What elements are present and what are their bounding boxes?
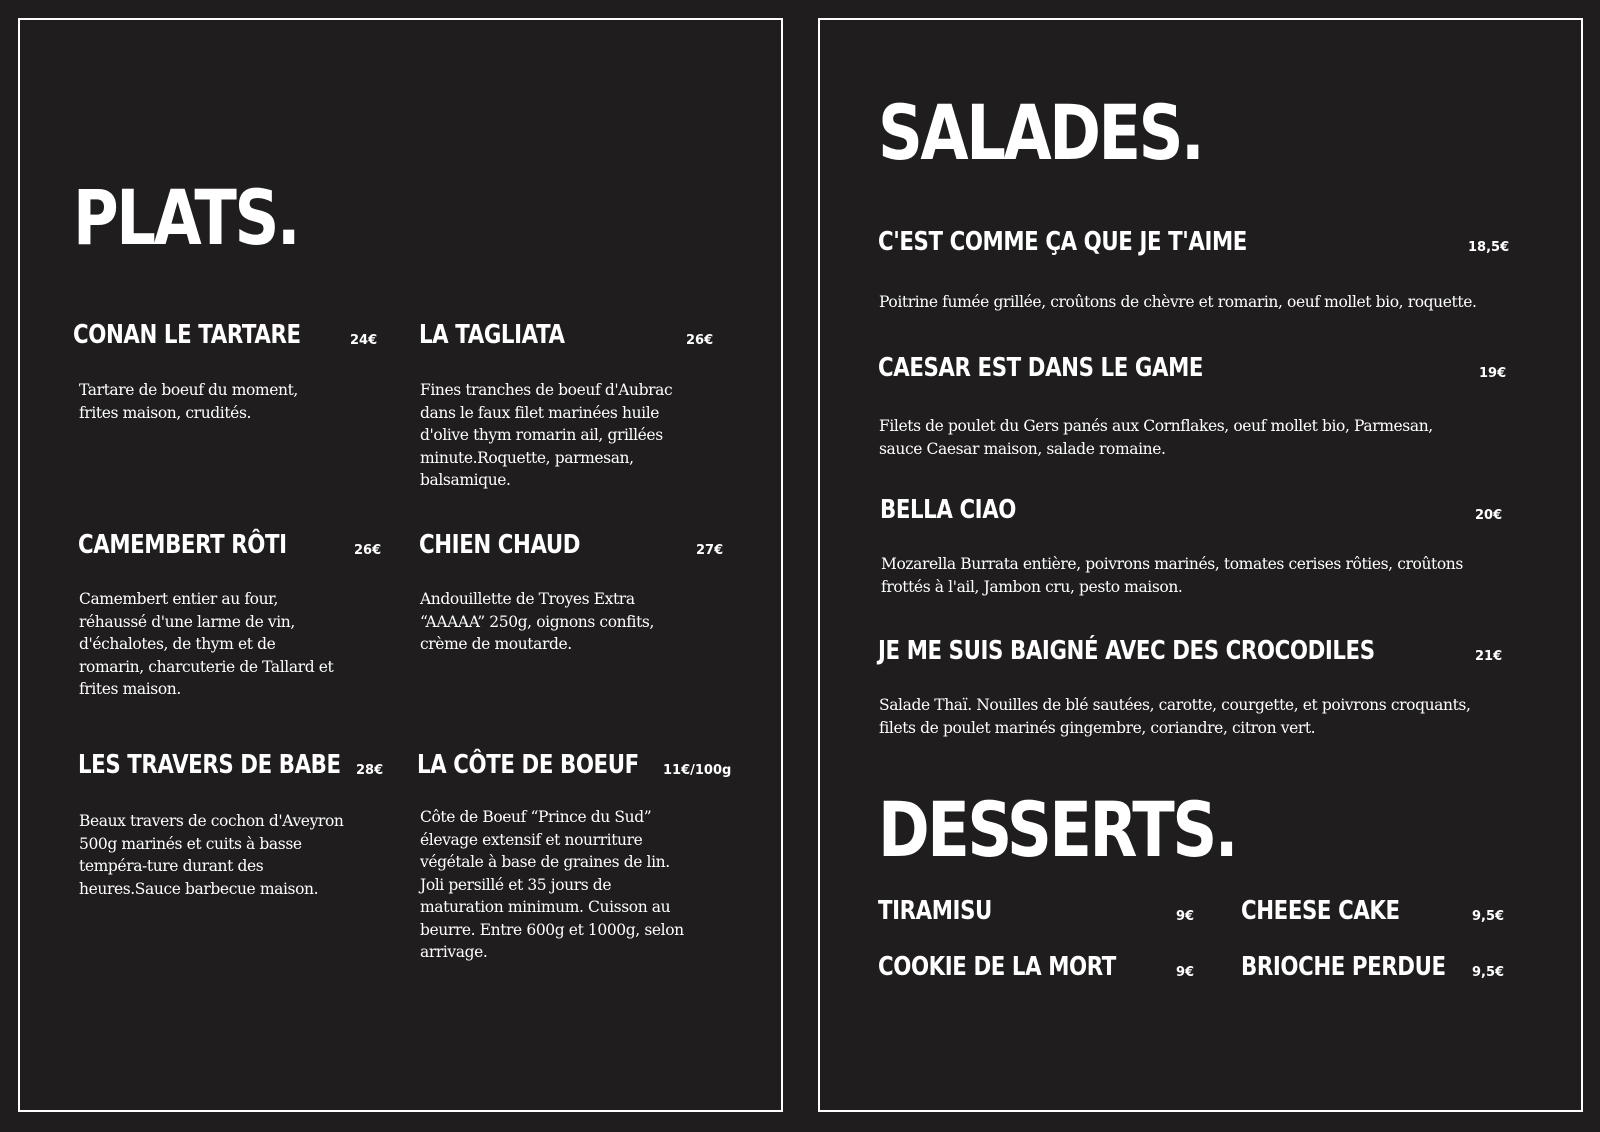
plat-description: Côte de Boeuf “Prince du Sud” élevage extensif et nourriture végétale à base de graines de lin. Joli persillé et 35 jours de maturation minimum. Cuisson au beurre. Entre 600g et 1000g, selon arrivage. [420, 808, 684, 961]
plat-description: Andouillette de Troyes Extra “AAAAA” 250g, oignons confits, crème de moutarde. [420, 590, 655, 653]
salade-name: BELLA CIAO [880, 495, 1017, 525]
salade-name: CAESAR EST DANS LE GAME [878, 353, 1204, 383]
salade-price: 18,5€ [1468, 240, 1510, 255]
plat-name: LES TRAVERS DE BABE [78, 750, 341, 780]
plat-description: Beaux travers de cochon d'Aveyron 500g marinés et cuits à basse tempéra-ture durant des heures.Sauce barbecue maison. [79, 812, 344, 898]
plat-description: Camembert entier au four, réhaussé d'une larme de vin, d'échalotes, de thym et de romarin, charcuterie de Tallard et frites maison. [79, 590, 334, 698]
salades-title: SALADES. [878, 88, 1203, 177]
dessert-name: BRIOCHE PERDUE [1241, 952, 1446, 982]
salade-price: 21€ [1475, 649, 1503, 664]
salade-price: 20€ [1475, 508, 1503, 523]
salades-desserts-page [818, 18, 1583, 1112]
salade-name: C'EST COMME ÇA QUE JE T'AIME [878, 227, 1247, 257]
dessert-price: 9,5€ [1472, 909, 1505, 924]
salade-description: Salade Thaï. Nouilles de blé sautées, carotte, courgette, et poivrons croquants, filets de poulet marinés gingembre, coriandre, citron vert. [879, 696, 1471, 737]
plat-description: Tartare de boeuf du moment, frites maison, crudités. [79, 381, 298, 422]
plats-page [18, 18, 783, 1112]
plat-description: Fines tranches de boeuf d'Aubrac dans le faux filet marinées huile d'olive thym romarin ail, grillées minute.Roquette, parmesan, balsamique. [420, 381, 673, 489]
dessert-name: COOKIE DE LA MORT [878, 952, 1116, 982]
plat-price: 11€/100g [663, 763, 732, 778]
plats-title: PLATS. [73, 173, 299, 262]
salade-description: Poitrine fumée grillée, croûtons de chèvre et romarin, oeuf mollet bio, roquette. [879, 293, 1477, 311]
dessert-name: TIRAMISU [878, 896, 992, 926]
dessert-price: 9€ [1176, 909, 1195, 924]
plat-price: 26€ [686, 333, 714, 348]
plat-name: CHIEN CHAUD [419, 530, 581, 560]
desserts-title: DESSERTS. [878, 785, 1236, 874]
plat-price: 28€ [356, 763, 384, 778]
salade-description: Filets de poulet du Gers panés aux Cornflakes, oeuf mollet bio, Parmesan, sauce Caesar maison, salade romaine. [879, 417, 1433, 458]
plat-name: LA CÔTE DE BOEUF [417, 750, 639, 780]
dessert-name: CHEESE CAKE [1241, 896, 1400, 926]
plat-price: 26€ [354, 543, 382, 558]
salade-name: JE ME SUIS BAIGNÉ AVEC DES CROCODILES [878, 636, 1375, 666]
plat-price: 24€ [350, 333, 378, 348]
dessert-price: 9€ [1176, 965, 1195, 980]
plat-name: LA TAGLIATA [419, 320, 565, 350]
salade-price: 19€ [1479, 366, 1507, 381]
plat-price: 27€ [696, 543, 724, 558]
salade-description: Mozarella Burrata entière, poivrons marinés, tomates cerises rôties, croûtons frottés à l'ail, Jambon cru, pesto maison. [881, 555, 1463, 596]
plat-name: CONAN LE TARTARE [73, 320, 301, 350]
dessert-price: 9,5€ [1472, 965, 1505, 980]
plat-name: CAMEMBERT RÔTI [78, 530, 287, 560]
